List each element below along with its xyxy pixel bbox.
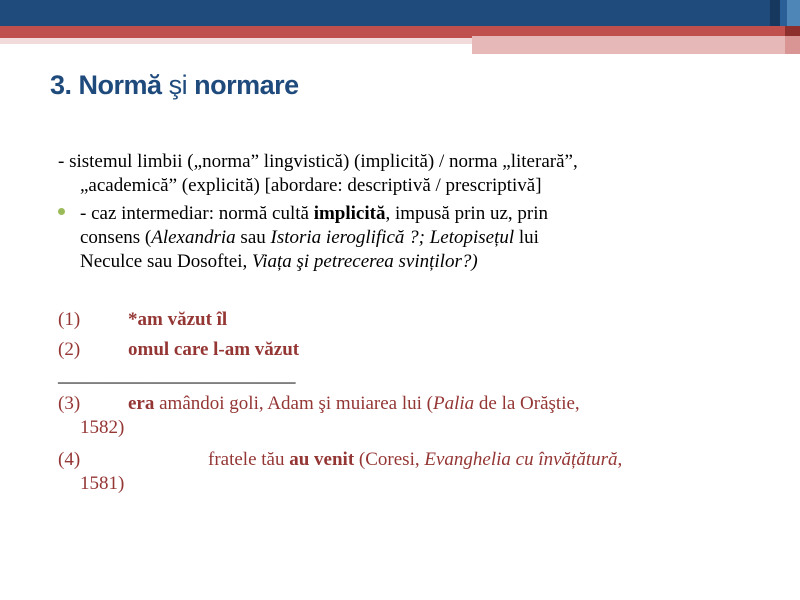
- bullet-dot-icon: [58, 208, 65, 215]
- example-text: *am văzut îl: [128, 309, 228, 330]
- bullet-line-1: [80, 202, 748, 226]
- title-part-3: normare: [194, 70, 299, 100]
- example-3: [58, 392, 748, 440]
- header-bar-accent-1: [770, 0, 780, 26]
- example-4: [58, 448, 748, 496]
- example-number: (3): [58, 393, 81, 414]
- example-italic: Evanghelia cu învățătură: [424, 449, 618, 470]
- header-stripe-pink-accent: [785, 36, 800, 54]
- example-1: [58, 308, 748, 332]
- header-bar-accent-2: [780, 0, 787, 26]
- bullet-line-3: [80, 250, 748, 274]
- example-bold: au venit: [289, 449, 355, 470]
- example-text: ,: [617, 449, 623, 470]
- paragraph-line-1: - sistemul limbii („norma” lingvistică) (implicită) / norma „literară”,: [58, 151, 578, 172]
- slide-body: [58, 150, 748, 496]
- example-text: 1581): [80, 473, 125, 494]
- example-text: amândoi goli, Adam şi muiarea lui (: [154, 393, 433, 414]
- bullet-text: consens (: [80, 227, 152, 248]
- example-bold: era: [128, 393, 155, 414]
- bullet-item: [58, 202, 748, 274]
- example-number: (2): [58, 339, 81, 360]
- paragraph-line-2: „academică” (explicită) [abordare: descriptivă / prescriptivă]: [80, 175, 542, 196]
- example-text: fratele tău: [208, 449, 290, 470]
- example-text: de la Orăştie,: [474, 393, 580, 414]
- title-part-1: 3. Normă: [50, 70, 162, 100]
- bullet-text: - caz intermediar: normă cultă: [80, 203, 314, 224]
- header-stripe-pink-left: [0, 38, 472, 44]
- bullet-italic: Istoria ieroglifică ?; Letopisețul: [270, 227, 515, 248]
- example-italic: Palia: [432, 393, 475, 414]
- bullet-italic: Viața şi petrecerea svinților?): [252, 251, 478, 272]
- bullet-bold: implicită: [313, 203, 386, 224]
- header-bar-accent-3: [787, 0, 800, 26]
- bullet-line-2: [80, 226, 748, 250]
- example-number: (1): [58, 309, 81, 330]
- bullet-text: lui: [514, 227, 539, 248]
- paragraph-system: [58, 150, 748, 198]
- example-text: omul care l-am văzut: [128, 339, 300, 360]
- example-number: (4): [58, 449, 81, 470]
- example-2: [58, 338, 748, 362]
- slide-title: [50, 70, 299, 101]
- bullet-text: sau: [235, 227, 271, 248]
- header-stripe-pink-right: [472, 36, 800, 54]
- header-bar: [0, 0, 770, 26]
- title-part-2: şi: [168, 70, 188, 100]
- bullet-text: Neculce sau Dosoftei,: [80, 251, 252, 272]
- separator-rule: _________________________: [58, 365, 296, 386]
- example-text: (Coresi,: [354, 449, 425, 470]
- example-text: 1582): [80, 417, 125, 438]
- bullet-italic: Alexandria: [151, 227, 236, 248]
- bullet-text: , impusă prin uz, prin: [385, 203, 548, 224]
